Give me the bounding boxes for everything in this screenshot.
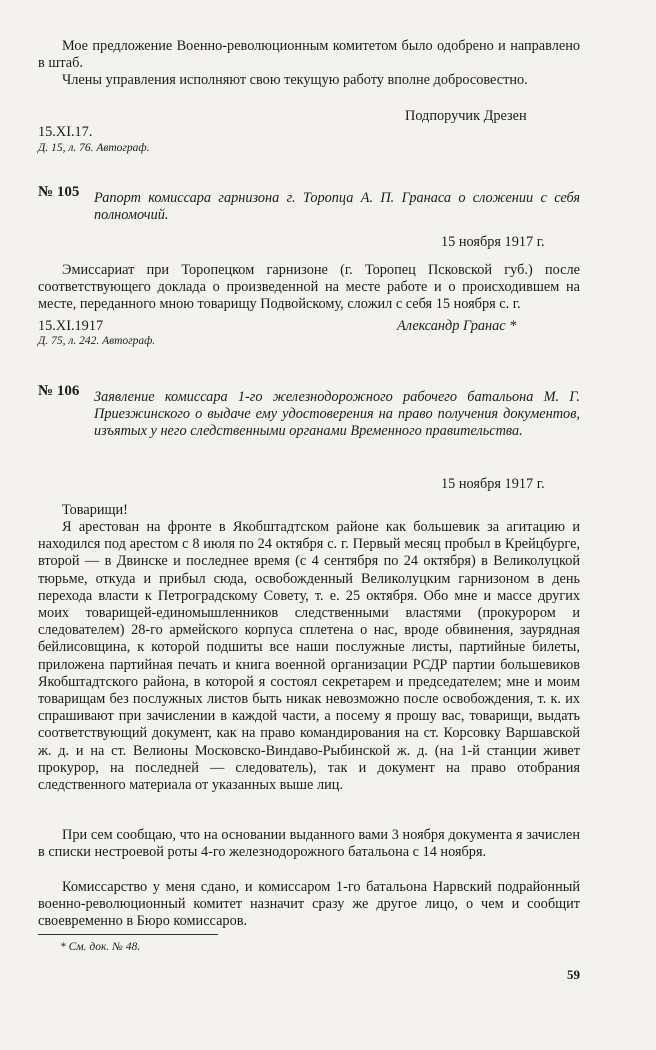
document-number: № 106 [38,383,80,399]
archive-source: Д. 75, л. 242. Автограф. [38,335,156,347]
paragraph: Комиссарство у меня сдано, и комиссаром 1-го батальона Нарвский подрайонный военно-революционный комитет назначит сразу же другое лицо, о чем и сообщит своевременно в Бюро комиссаров. [38,879,580,930]
footnote [60,941,140,953]
document-number: № 105 [38,184,80,200]
document-date: 15 ноября 1917 г. [441,476,545,492]
paragraph: Члены управления исполняют свою текущую работу вполне добросовестно. [62,72,528,88]
date: 15.XI.17. [38,124,93,140]
document-date: 15 ноября 1917 г. [441,234,545,250]
document-title: Заявление комиссара 1-го железнодорожного рабочего батальона М. Г. Приезжинского о выдаче ему удостоверения на право получения документов, изъятых у него следственными органами Временного правительства. [94,389,580,440]
greeting: Товарищи! [62,502,128,518]
signature: Александр Гранас * [397,318,517,334]
page-number: 59 [567,967,580,982]
paragraph: Я арестован на фронте в Якобштадтском районе как большевик за агитацию и находился под арестом с 8 июля по 24 октября с. г. Первый месяц пробыл в Крейцбурге, второй — в Двинске и последнее время (с 4 сентября по 24 октября) в Великолуцкой тюрьме, откуда и прибыл сюда, освобожденный Великолуцким гарнизоном в день перехода власти к Петроградскому Совету, т. е. 25 октября. Обо мне и массе других моих товарищей-единомышленников следственными властями (прокурором и следователем) 28-го армейского корпуса сплетена о нас, вроде обвинения, заурядная бейлисовщина, к которой подшиты все наши послужные листы, партийные билеты, приложена партийная печать и книга военной организации РСДР партии большевиков Якобштадтского района, в которой я состоял секретарем и председателем; мне и моим товарищам без послужных листов быть никак невозможно после освобождения, т. к. их спрашивают при зачислении в каждой части, а посему я прошу вас, товарищи, выдать соответствующий документ, как на право командирования на ст. Корсовку Варшавской ж. д. и на ст. Велионы Московско-Виндаво-Рыбинской ж. д. (на 1-й станции живет прокурор, на последней — следователь), так и документ на право отобрания следственного материала от указанных выше лиц. [38,519,580,794]
archive-source: Д. 15, л. 76. Автограф. [38,142,150,154]
document-title: Рапорт комиссара гарнизона г. Торопца А. П. Гранаса о сложении с себя полномочий. [94,190,580,224]
footnote-divider [38,934,218,935]
signature: Подпоручик Дрезен [405,108,527,124]
paragraph: Мое предложение Военно-революционным комитетом было одобрено и направлено в штаб. [38,38,580,72]
footnote-text: * См. док. № 48. [60,941,141,953]
paragraph: При сем сообщаю, что на основании выданного вами 3 ноября документа я зачислен в списки нестроевой роты 4-го железнодорожного батальона с 14 ноября. [38,827,580,861]
date: 15.XI.1917 [38,318,104,334]
paragraph: Эмиссариат при Торопецком гарнизоне (г. Торопец Псковской губ.) после соответствующего доклада о произведенной на месте работе и о происходившем на месте, переданного мною товарищу Подвойскому, сложил с себя 15 ноября с. г. [38,262,580,313]
